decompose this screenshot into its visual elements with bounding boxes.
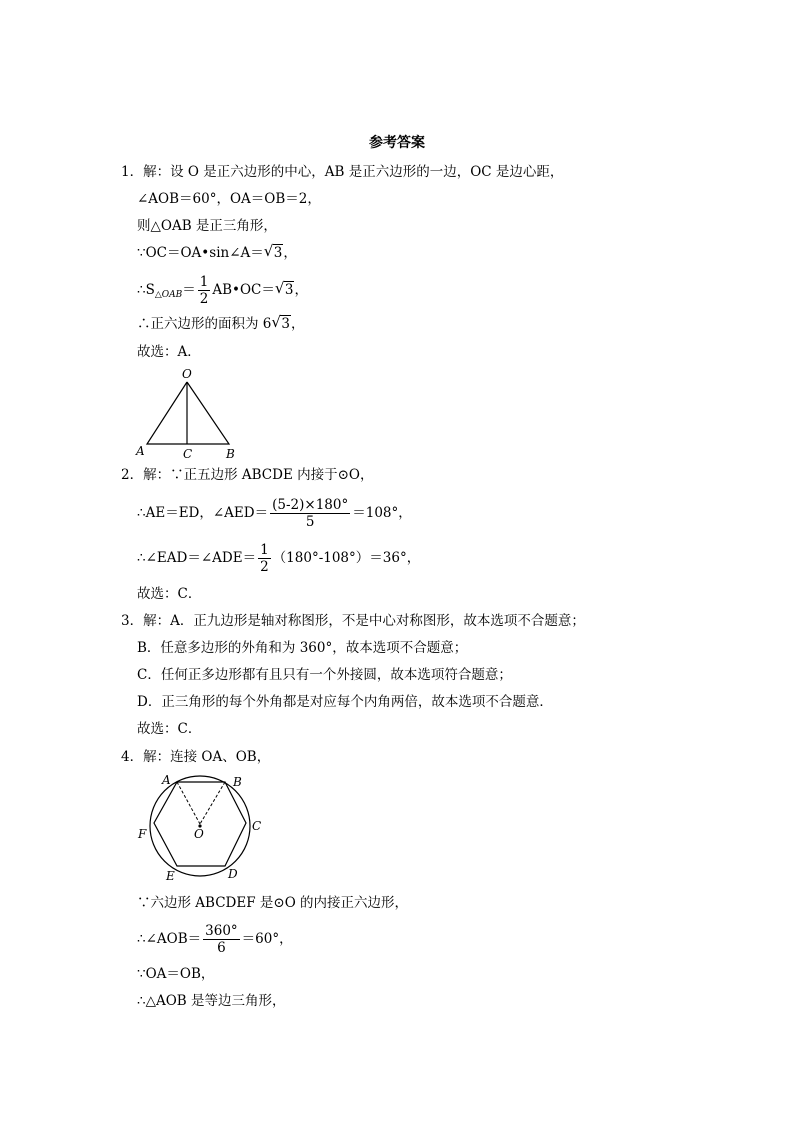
label-O: O	[182, 367, 192, 381]
q4-number: 4．	[121, 749, 144, 765]
fraction-angle	[203, 923, 240, 956]
q4-text-1: 解：连接 OA、OB，	[143, 749, 271, 765]
sqrt-expression	[264, 243, 284, 263]
q4-line-3-end: ＝60°，	[241, 931, 293, 947]
label-F: F	[138, 827, 147, 841]
sqrt-value: 3	[281, 316, 290, 332]
q4-line-4: ∵OA＝OB，	[137, 966, 215, 982]
fraction-half	[198, 274, 211, 307]
q1-line-5-eq: ＝	[182, 282, 196, 298]
label-C: C	[183, 447, 193, 461]
q1-number: 1．	[121, 164, 144, 180]
q2-answer: 故选：C．	[137, 586, 202, 602]
q1-line-6-end: ，	[290, 316, 305, 332]
q1-line-2: ∠AOB＝60°，OA＝OB＝2，	[137, 191, 321, 207]
sqrt-expression	[271, 314, 291, 334]
q3-text-1: 解：A．正九边形是轴对称图形，不是中心对称图形，故本选项不合题意；	[143, 613, 585, 629]
q2-line-2-end: ＝108°，	[352, 505, 412, 521]
fraction-denominator: 6	[217, 940, 226, 956]
q2-line-2	[137, 497, 412, 530]
q4-line-3-text: ∴∠AOB＝	[137, 931, 202, 947]
q3-answer: 故选：C．	[137, 721, 202, 737]
q1-line-3: 则△OAB 是正三角形，	[137, 218, 277, 234]
label-B: B	[226, 447, 235, 461]
label-E: E	[166, 869, 175, 883]
q2-line-2-text: ∴AE＝ED，∠AED＝	[137, 505, 269, 521]
fraction-half	[258, 542, 271, 575]
fraction-denominator: 5	[305, 514, 315, 530]
label-A: A	[162, 773, 171, 787]
radical-sign-icon: √	[263, 242, 274, 260]
q2-line-3-text: ∴∠EAD＝∠ADE＝	[137, 550, 257, 566]
q1-line-6	[137, 314, 304, 334]
q3-number: 3．	[121, 613, 144, 629]
q1-line-5-mid: AB•OC＝	[212, 282, 275, 298]
q1-line-4-text: ∵OC＝OA•sin∠A＝	[137, 245, 264, 261]
q3-line-2: B．任意多边形的外角和为 360°，故本选项不合题意；	[137, 640, 468, 656]
fraction-denominator: 2	[260, 559, 269, 575]
fraction-numerator: 1	[199, 274, 209, 290]
radical-sign-icon: √	[274, 279, 285, 297]
q4-line-2: ∵六边形 ABCDEF 是⊙O 的内接正六边形，	[137, 895, 409, 911]
q1-text-1: 解：设 O 是正六边形的中心，AB 是正六边形的一边，OC 是边心距，	[143, 164, 564, 180]
q2-text-1: 解：∵正五边形 ABCDE 内接于⊙O，	[143, 467, 374, 483]
sqrt-expression	[275, 280, 295, 300]
sqrt-value: 3	[273, 245, 283, 261]
q1-line-4-end: ，	[283, 245, 297, 261]
segment-OA	[177, 782, 200, 824]
label-O: O	[194, 827, 204, 841]
q3-line-3: C．任何正多边形都有且只有一个外接圆，故本选项符合题意；	[137, 667, 512, 683]
page-title: 参考答案	[369, 135, 425, 151]
q2-line-3-end: （180°-108°）＝36°，	[272, 550, 421, 566]
q1-line-6-text: ∴正六边形的面积为 6	[137, 316, 272, 332]
q2-number: 2．	[121, 467, 144, 483]
q1-answer: 故选：A．	[137, 344, 201, 360]
label-A: A	[136, 444, 145, 458]
label-B: B	[233, 775, 242, 789]
segment-OB	[200, 782, 225, 824]
label-C: C	[252, 819, 262, 833]
fraction-angle	[270, 497, 350, 530]
q4-line-5: ∴△AOB 是等边三角形，	[137, 993, 286, 1009]
fraction-numerator: 1	[260, 542, 269, 558]
q1-line-1	[121, 162, 563, 182]
fraction-denominator: 2	[199, 291, 209, 307]
fraction-numerator: (5-2)×180°	[272, 497, 349, 513]
q1-line-5-end: ，	[294, 282, 308, 298]
triangle-figure	[132, 366, 244, 462]
q1-line-5-text: ∴S	[137, 282, 155, 298]
hexagon-circle-figure	[132, 770, 267, 885]
q2-line-1	[121, 465, 373, 485]
q1-line-5	[137, 274, 308, 307]
q4-line-3	[137, 923, 293, 956]
q3-line-4: D．正三角形的每个外角都是对应每个内角两倍，故本选项不合题意．	[137, 694, 553, 710]
q3-line-1	[121, 611, 585, 631]
triangle-outline	[147, 382, 229, 444]
q1-subscript: △OAB	[154, 290, 183, 300]
fraction-numerator: 360°	[205, 923, 238, 939]
radical-sign-icon: √	[271, 313, 281, 331]
q1-line-4	[137, 243, 297, 263]
q4-line-1	[121, 747, 270, 767]
sqrt-value: 3	[284, 282, 294, 298]
q2-line-3	[137, 542, 420, 575]
label-D: D	[228, 867, 238, 881]
